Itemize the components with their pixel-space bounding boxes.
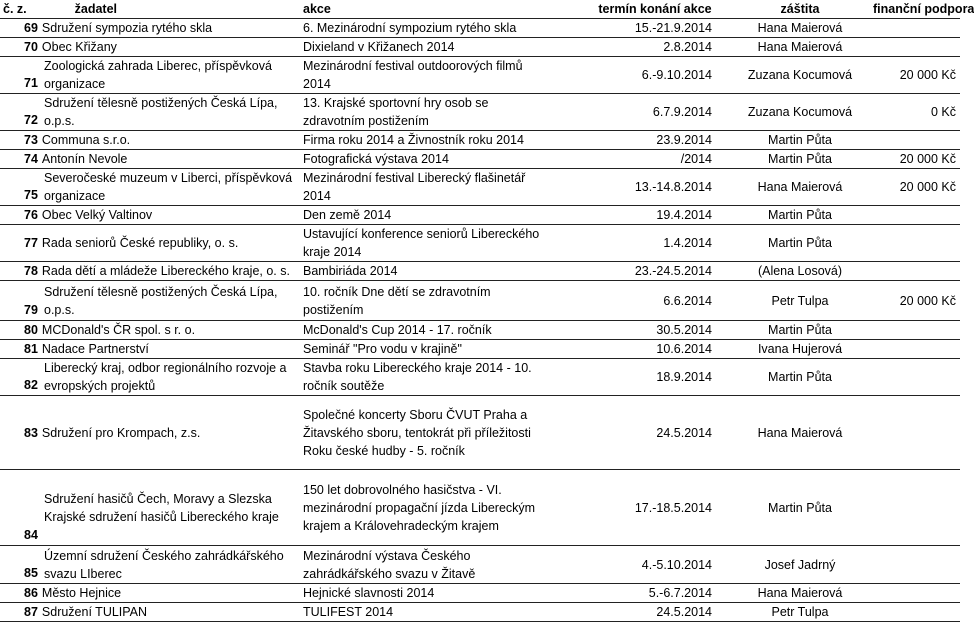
event-cell: Den země 2014 (300, 206, 580, 225)
applicant-name: Sdružení tělesně postižených Česká Lípa, o.p.s. (44, 284, 278, 317)
patron-cell: Zuzana Kocumová (730, 57, 870, 94)
table-row (0, 359, 960, 396)
amount-cell (870, 206, 960, 225)
request-number: 72 (24, 113, 38, 127)
event-cell: Mezinárodní výstava Českého zahrádkářského svazu v Žitavě (300, 546, 580, 584)
table-row (0, 225, 960, 262)
patron-cell: Hana Maierová (730, 38, 870, 57)
table-row (0, 57, 960, 94)
table-row (0, 603, 960, 622)
applicant-name: Sdružení sympozia rytého skla (41, 21, 213, 35)
request-number: 73 (24, 133, 38, 147)
amount-cell (870, 38, 960, 57)
event-cell: Bambiriáda 2014 (300, 262, 580, 281)
date-cell: 5.-6.7.2014 (580, 584, 730, 603)
date-cell: 6.6.2014 (580, 281, 730, 321)
applicant-name: Zoologická zahrada Liberec, příspěvková organizace (44, 59, 272, 91)
patron-cell: Martin Půta (730, 206, 870, 225)
date-cell: 4.-5.10.2014 (580, 546, 730, 584)
header-event: akce (300, 0, 580, 19)
date-cell: 23.-24.5.2014 (580, 262, 730, 281)
applicant-name: Communa s.r.o. (41, 133, 131, 147)
request-number: 83 (24, 425, 38, 440)
table-row (0, 169, 960, 206)
applicant-cell (0, 19, 300, 38)
header-row (0, 0, 960, 19)
amount-cell: 20 000 Kč (870, 281, 960, 321)
amount-cell (870, 131, 960, 150)
applicant-cell (0, 262, 300, 281)
table-row (0, 396, 960, 470)
patron-cell: Ivana Hujerová (730, 340, 870, 359)
request-number: 85 (24, 566, 38, 580)
header-applicant (0, 0, 300, 19)
applicant-cell (0, 584, 300, 603)
table-row (0, 19, 960, 38)
patron-cell: Petr Tulpa (730, 603, 870, 622)
patron-cell: Martin Půta (730, 225, 870, 262)
applicant-cell (0, 150, 300, 169)
applicant-name: Rada seniorů České republiky, o. s. (41, 236, 239, 250)
amount-cell (870, 396, 960, 470)
patron-cell: Hana Maierová (730, 169, 870, 206)
patron-cell: Martin Půta (730, 470, 870, 546)
patron-cell: Hana Maierová (730, 584, 870, 603)
table-row (0, 281, 960, 321)
applicant-name: Sdružení TULIPAN (41, 605, 148, 619)
date-cell: 1.4.2014 (580, 225, 730, 262)
event-cell: McDonald's Cup 2014 - 17. ročník (300, 321, 580, 340)
amount-cell (870, 359, 960, 396)
amount-cell (870, 603, 960, 622)
event-cell: Firma roku 2014 a Živnostník roku 2014 (300, 131, 580, 150)
date-cell: 30.5.2014 (580, 321, 730, 340)
amount-cell: 20 000 Kč (870, 57, 960, 94)
event-cell: TULIFEST 2014 (300, 603, 580, 622)
table-row (0, 546, 960, 584)
applicant-cell (0, 225, 300, 262)
request-number: 84 (24, 528, 38, 542)
request-number: 80 (24, 323, 38, 337)
applicant-cell (0, 57, 300, 94)
table-row (0, 584, 960, 603)
event-cell: Dixieland v Křižanech 2014 (300, 38, 580, 57)
event-cell: Stavba roku Libereckého kraje 2014 - 10. ročník soutěže (300, 359, 580, 396)
applicant-name: Sdružení tělesně postižených Česká Lípa, o.p.s. (44, 96, 278, 128)
request-number: 78 (24, 264, 38, 278)
request-number: 77 (24, 236, 38, 250)
applicant-cell (0, 546, 300, 584)
header-zadatel: žadatel (74, 2, 118, 16)
header-date: termín konání akce (580, 0, 730, 19)
table-row (0, 206, 960, 225)
applicant-cell (0, 603, 300, 622)
amount-cell (870, 321, 960, 340)
event-cell: 150 let dobrovolného hasičstva - VI. mezinárodní propagační jízda Libereckým krajem a Královehradeckým krajem (300, 470, 580, 546)
patron-cell: Martin Půta (730, 321, 870, 340)
event-cell: 6. Mezinárodní sympozium rytého skla (300, 19, 580, 38)
amount-cell (870, 584, 960, 603)
applicant-name: Antonín Nevole (41, 152, 128, 166)
patron-cell: Hana Maierová (730, 19, 870, 38)
applicant-name: Obec Velký Valtinov (41, 208, 153, 222)
applicant-name: Územní sdružení Českého zahrádkářského svazu LIberec (44, 548, 284, 581)
request-number: 79 (24, 303, 38, 317)
amount-cell: 0 Kč (870, 94, 960, 131)
request-number: 69 (24, 21, 38, 35)
date-cell: 2.8.2014 (580, 38, 730, 57)
request-number: 74 (24, 152, 38, 166)
header-cz: č. z. (3, 2, 27, 16)
applicant-name: Sdružení hasičů Čech, Moravy a Slezska Krajské sdružení hasičů Libereckého kraje (44, 491, 279, 524)
applicant-cell (0, 131, 300, 150)
date-cell: 24.5.2014 (580, 396, 730, 470)
applicant-cell (0, 359, 300, 396)
event-cell: 13. Krajské sportovní hry osob se zdravotním postižením (300, 94, 580, 131)
applicant-cell (0, 38, 300, 57)
request-number: 71 (24, 76, 38, 90)
date-cell: 15.-21.9.2014 (580, 19, 730, 38)
table-row (0, 38, 960, 57)
event-cell: Ustavující konference seniorů Libereckého kraje 2014 (300, 225, 580, 262)
event-cell: Mezinárodní festival outdoorových filmů 2014 (300, 57, 580, 94)
date-cell: 19.4.2014 (580, 206, 730, 225)
applicant-cell (0, 396, 300, 470)
date-cell: /2014 (580, 150, 730, 169)
header-patron: záštita (730, 0, 870, 19)
amount-cell (870, 470, 960, 546)
date-cell: 18.9.2014 (580, 359, 730, 396)
table-row (0, 340, 960, 359)
request-number: 86 (24, 586, 38, 600)
applicant-name: MCDonald's ČR spol. s r. o. (41, 323, 196, 337)
patron-cell: Martin Půta (730, 359, 870, 396)
applicant-name: Liberecký kraj, odbor regionálního rozvoje a evropských projektů (44, 361, 287, 393)
applicant-cell (0, 206, 300, 225)
patron-cell: Zuzana Kocumová (730, 94, 870, 131)
table-row (0, 470, 960, 546)
applicant-cell (0, 340, 300, 359)
amount-cell (870, 19, 960, 38)
event-cell: Společné koncerty Sboru ČVUT Praha a Žitavského sboru, tentokrát při příležitosti Roku české hudby - 5. ročník (300, 396, 580, 470)
amount-cell (870, 262, 960, 281)
applicant-cell (0, 281, 300, 321)
request-number: 70 (24, 40, 38, 54)
applicant-cell (0, 470, 300, 546)
amount-cell (870, 225, 960, 262)
date-cell: 17.-18.5.2014 (580, 470, 730, 546)
table-body (0, 19, 960, 622)
patron-cell: Martin Půta (730, 150, 870, 169)
event-cell: 10. ročník Dne dětí se zdravotním postižením (300, 281, 580, 321)
date-cell: 6.7.9.2014 (580, 94, 730, 131)
request-number: 75 (24, 188, 38, 202)
applicant-cell (0, 321, 300, 340)
applicant-cell (0, 94, 300, 131)
date-cell: 24.5.2014 (580, 603, 730, 622)
patron-cell: (Alena Losová) (730, 262, 870, 281)
request-number: 76 (24, 208, 38, 222)
table-row (0, 321, 960, 340)
amount-cell: 20 000 Kč (870, 169, 960, 206)
patron-cell: Petr Tulpa (730, 281, 870, 321)
event-cell: Hejnické slavnosti 2014 (300, 584, 580, 603)
event-cell: Fotografická výstava 2014 (300, 150, 580, 169)
event-cell: Mezinárodní festival Liberecký flašinetář 2014 (300, 169, 580, 206)
amount-cell: 20 000 Kč (870, 150, 960, 169)
table-row (0, 94, 960, 131)
date-cell: 6.-9.10.2014 (580, 57, 730, 94)
applicant-name: Sdružení pro Krompach, z.s. (41, 425, 201, 440)
header-amount: finanční podpora (870, 0, 960, 19)
patron-cell: Martin Půta (730, 131, 870, 150)
request-number: 87 (24, 605, 38, 619)
amount-cell (870, 546, 960, 584)
table-row (0, 262, 960, 281)
date-cell: 23.9.2014 (580, 131, 730, 150)
applicant-name: Nadace Partnerství (41, 342, 149, 356)
applicant-name: Obec Křižany (41, 40, 117, 54)
date-cell: 10.6.2014 (580, 340, 730, 359)
amount-cell (870, 340, 960, 359)
table-row (0, 131, 960, 150)
applicant-name: Město Hejnice (41, 586, 122, 600)
applicant-cell (0, 169, 300, 206)
patron-cell: Hana Maierová (730, 396, 870, 470)
patron-cell: Josef Jadrný (730, 546, 870, 584)
event-cell: Seminář "Pro vodu v krajině" (300, 340, 580, 359)
request-number: 81 (24, 342, 38, 356)
date-cell: 13.-14.8.2014 (580, 169, 730, 206)
applicant-name: Severočeské muzeum v Liberci, příspěvková organizace (44, 171, 293, 203)
applicant-name: Rada dětí a mládeže Libereckého kraje, o. s. (41, 264, 290, 278)
table-row (0, 150, 960, 169)
request-number: 82 (24, 378, 38, 392)
